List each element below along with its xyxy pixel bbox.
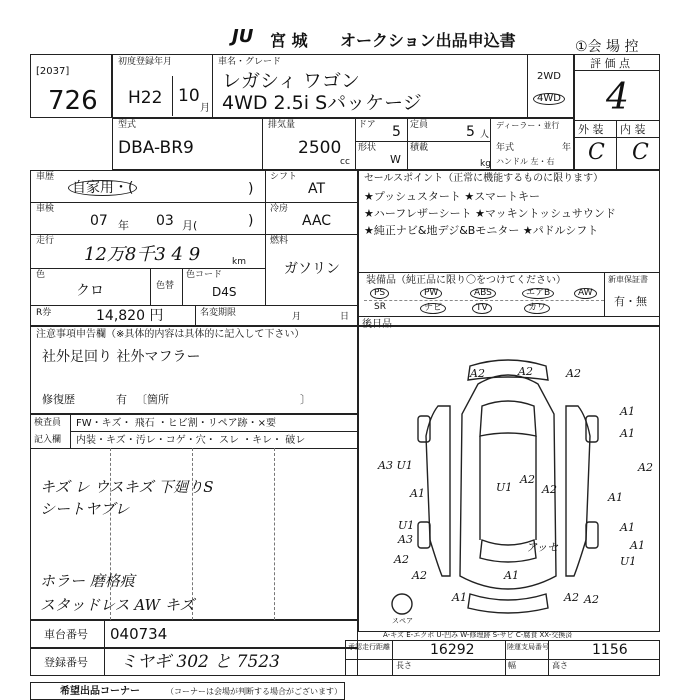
repair-value: 有 — [116, 393, 127, 406]
notes-label: 注意事項申告欄（※具体的内容は具体的に記入して下さい） — [36, 329, 305, 340]
lot-number: 726 — [48, 86, 98, 116]
name-change-label: 名変期限 — [200, 308, 237, 318]
equip-navi: ナビ — [420, 303, 446, 314]
approval-label: 陸運支局番号 — [507, 643, 549, 651]
color-label: 色 — [36, 270, 46, 280]
car-name-line1: レガシィ ワゴン — [222, 70, 360, 92]
history-close: ) — [248, 181, 254, 197]
ac-label: 冷房 — [270, 204, 289, 214]
dealer-label: ディーラー・並行 — [496, 121, 560, 130]
insp-month-unit: 月( — [182, 219, 198, 232]
displacement-label: 排気量 — [268, 120, 296, 130]
capacity-label: 定員 — [410, 120, 429, 130]
equip-sr: SR — [374, 302, 386, 312]
mark-11: A1 — [608, 491, 623, 504]
mark-14: A1 — [620, 521, 635, 534]
inspector-hand-1: キズ レ ウスキズ 下廻りS — [40, 478, 214, 496]
inspector-hand-4: スタッドレス AW キズ — [40, 596, 195, 614]
equip-kawa: カワ — [524, 303, 550, 314]
mark-19: A2 — [412, 569, 427, 582]
fuel-value: ガソリン — [284, 261, 340, 277]
lot-code: [2037] — [36, 66, 70, 77]
mark-8: A2 — [520, 473, 535, 486]
mark-13: A3 — [398, 533, 413, 546]
mark-16: A2 — [394, 553, 409, 566]
exterior-label: 外 装 — [578, 123, 604, 136]
insp-close: ) — [248, 213, 254, 229]
displacement-value: 2500 — [298, 138, 342, 158]
shape-label: 形状 — [358, 143, 377, 153]
color-change-label: 色替 — [156, 281, 175, 291]
mark-9: U1 — [496, 481, 513, 494]
mileage-value: 12万8千3 4 9 — [84, 244, 201, 265]
recognized-mileage: 16292 — [430, 642, 475, 658]
interior-label: 内 装 — [620, 123, 646, 136]
equipment-label: 装備品（純正品に限り〇をつけてください） — [366, 275, 566, 286]
mileage-unit: km — [232, 257, 246, 267]
equipment-row-2 — [364, 302, 604, 315]
doors-label: ドア — [358, 120, 376, 130]
inspector-label-1: 検査員 — [34, 418, 62, 428]
evaluation-label: 評 価 点 — [590, 57, 630, 70]
drive-4wd: 4WD — [533, 93, 565, 105]
footer-label: 希望出品コーナー — [60, 686, 140, 697]
shift-label: シフト — [270, 172, 298, 182]
insp-month: 03 — [156, 213, 174, 229]
mark-2: A2 — [566, 367, 581, 380]
plate-value: ミヤギ 302 と 7523 — [120, 652, 280, 672]
header-title: オークション出品申込書 — [340, 31, 516, 50]
evaluation-score: 4 — [606, 77, 629, 118]
sales-points-label: セールスポイント（正常に機能するものに限ります） — [364, 173, 604, 184]
sales-point-2: ★ハーフレザーシート ★マッキントッシュサウンド — [364, 207, 616, 220]
mark-10: A2 — [542, 483, 557, 496]
mark-7: A1 — [410, 487, 425, 500]
mark-1: A2 — [518, 365, 533, 378]
color-value: クロ — [76, 283, 104, 299]
name-change-day: 日 — [340, 312, 350, 322]
mark-20: A1 — [504, 569, 519, 582]
equip-abs: ABS — [470, 288, 496, 299]
exterior-grade: C — [588, 140, 605, 165]
interior-grade: C — [632, 140, 649, 165]
recognized-mileage-label: 承認走行距離 — [348, 643, 390, 651]
repair-close: 〕 — [300, 393, 311, 406]
mark-6: A2 — [638, 461, 653, 474]
mark-4: A1 — [620, 427, 635, 440]
recycle-value: 14,820 円 — [96, 308, 164, 324]
footer-note: （コーナーは会場が判断する場合がございます） — [166, 687, 342, 696]
inspector-hand-2: シートヤブレ — [40, 500, 130, 518]
inspector-hand-3: ホラー 磨格痕 — [40, 572, 135, 590]
width-label: 幅 — [508, 661, 516, 670]
approval-value: 1156 — [592, 642, 628, 658]
car-name-line2: 4WD 2.5i Sパッケージ — [222, 92, 422, 114]
mark-17: U1 — [620, 555, 637, 568]
drive-2wd: 2WD — [537, 71, 561, 82]
load-label: 積載 — [410, 143, 429, 153]
doors-value: 5 — [392, 124, 401, 140]
equip-pw: PW — [420, 288, 442, 299]
chassis-value: 040734 — [110, 625, 168, 643]
height-label: 高さ — [552, 661, 568, 670]
mark-15: A1 — [630, 539, 645, 552]
load-unit: kg — [480, 159, 491, 169]
sales-point-1: ★プッシュスタート ★スマートキー — [364, 190, 541, 203]
shift-value: AT — [308, 181, 326, 197]
year-unit: 年 — [562, 143, 572, 153]
fuel-label: 燃料 — [270, 236, 289, 246]
equip-airbag: エアB — [522, 288, 554, 299]
legend: A-キズ E-エクボ U-凹み W-修理跡 S-サビ C-腐食 XX-交換済 — [383, 631, 573, 639]
rear-seat-label: 後日品 — [362, 319, 392, 330]
new-car-warranty: 有・無 — [614, 295, 647, 308]
handle-label: ハンドル 左・右 — [496, 157, 555, 166]
logo: JU — [232, 26, 254, 47]
mark-24: スペア — [392, 617, 413, 625]
header — [0, 0, 700, 55]
mark-5: A3 U1 — [378, 459, 413, 472]
notes-line1: 社外足回り 社外マフラー — [42, 349, 201, 365]
repair-label: 修復歴 — [42, 393, 75, 406]
first-reg-label: 初度登録年月 — [118, 57, 173, 67]
capacity-unit: 人 — [480, 130, 490, 140]
mark-0: A2 — [470, 367, 485, 380]
header-title-prefix: 宮 城 — [270, 31, 308, 50]
equipment-row-1 — [364, 287, 604, 300]
ac-value: AAC — [302, 213, 332, 229]
model-value: DBA-BR9 — [118, 138, 194, 158]
inspector-row-1: FW・キズ・ 飛石 ・ヒビ割・リペア跡・×要 — [76, 418, 276, 429]
recycle-label: R券 — [36, 308, 52, 318]
reg-month: 10 — [178, 86, 200, 106]
diagram-marks — [358, 326, 660, 632]
inspection-label: 車検 — [36, 204, 55, 214]
plate-label: 登録番号 — [44, 656, 88, 669]
chassis-label: 車台番号 — [44, 628, 88, 641]
history-value: 自家用・( — [68, 180, 137, 196]
history-label: 車歴 — [36, 172, 55, 182]
mileage-label: 走行 — [36, 236, 55, 246]
color-code-value: D4S — [212, 285, 237, 299]
equip-ps: PS — [370, 288, 389, 299]
color-code-label: 色コード — [186, 270, 223, 280]
mark-3: A1 — [620, 405, 635, 418]
year-label: 年式 — [496, 143, 515, 153]
mark-12: U1 — [398, 519, 415, 532]
insp-year: 07 — [90, 213, 108, 229]
inspector-label-2: 記入欄 — [34, 435, 62, 445]
era-year: H22 — [128, 88, 163, 108]
equip-tv: TV — [472, 303, 492, 314]
sales-point-3: ★純正ナビ&地デジ&Bモニター ★パドルシフト — [364, 224, 599, 237]
mark-22: A2 — [564, 591, 579, 604]
mark-23: A2 — [584, 593, 599, 606]
reg-month-unit: 月 — [200, 103, 210, 114]
front-label: 長さ — [396, 661, 412, 670]
inspector-row-2: 内装・キズ・汚レ・コゲ・穴・ スレ ・キレ・ 破レ — [76, 435, 306, 446]
repair-place: 〔箇所 — [136, 393, 169, 406]
displacement-unit: cc — [340, 157, 350, 167]
copy-label: ①会 場 控 — [575, 39, 639, 55]
name-grade-label: 車名・グレード — [218, 57, 282, 67]
insp-year-unit: 年 — [118, 219, 129, 232]
model-label: 型式 — [118, 120, 137, 130]
shape-value: W — [390, 153, 401, 166]
capacity-value: 5 — [466, 124, 475, 140]
mark-18: アッセ — [526, 541, 559, 554]
mark-21: A1 — [452, 591, 467, 604]
equip-aw: AW — [574, 288, 597, 299]
name-change-month: 月 — [292, 312, 302, 322]
new-car-warranty-label: 新車保証書 — [608, 275, 648, 284]
